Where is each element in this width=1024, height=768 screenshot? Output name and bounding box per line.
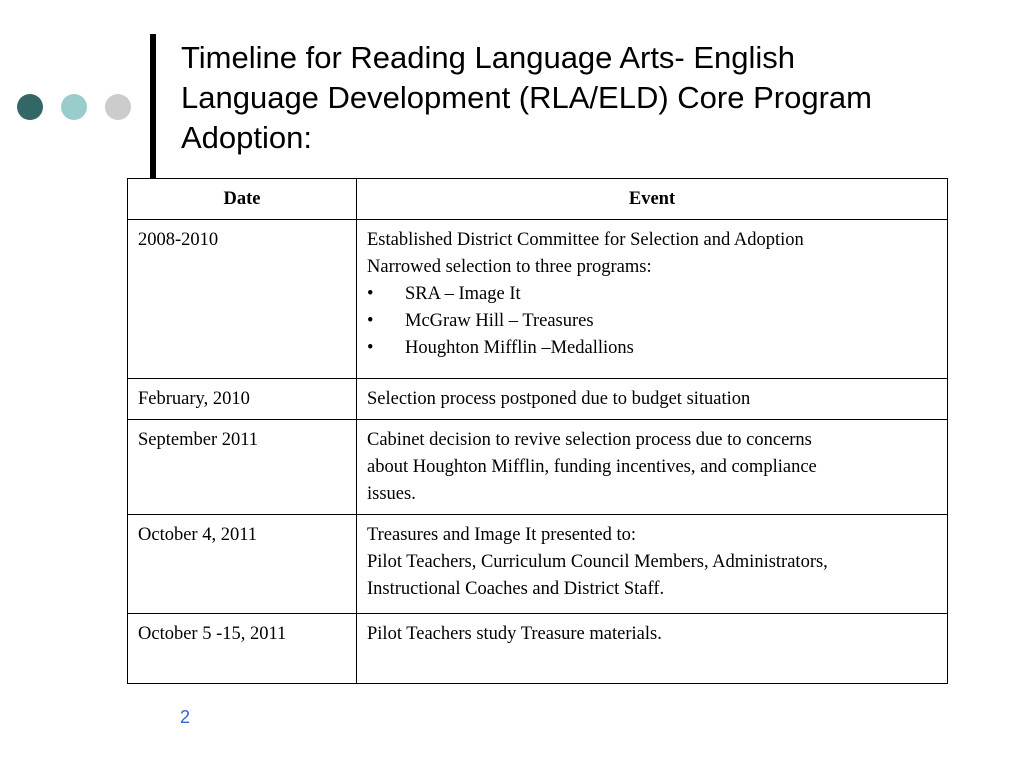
timeline-table [127, 178, 948, 684]
event-line: Narrowed selection to three programs: [367, 257, 652, 277]
event-line: Pilot Teachers study Treasure materials. [367, 624, 662, 644]
event-line: Instructional Coaches and District Staff. [367, 579, 665, 599]
event-line: Selection process postponed due to budget situation [367, 389, 751, 409]
program-list-item [367, 308, 937, 335]
light-teal-dot [61, 94, 87, 120]
program-name: SRA – Image It [405, 284, 521, 304]
date-cell: October 5 -15, 2011 [128, 614, 357, 684]
bullet-icon: • [367, 284, 374, 304]
dark-teal-dot [17, 94, 43, 120]
event-cell [357, 220, 948, 379]
title-line: Timeline for Reading Language Arts- English [181, 40, 796, 75]
date-cell: 2008-2010 [128, 220, 357, 379]
table-row [128, 220, 948, 379]
event-line: about Houghton Mifflin, funding incentives, and compliance [367, 457, 817, 477]
table-row [128, 614, 948, 684]
date-column-header: Date [128, 179, 357, 220]
program-name: McGraw Hill – Treasures [405, 311, 594, 331]
bullet-icon: • [367, 311, 374, 331]
event-line: Pilot Teachers, Curriculum Council Members, Administrators, [367, 552, 828, 572]
event-line: Cabinet decision to revive selection process due to concerns [367, 430, 812, 450]
title-accent-bar [150, 34, 156, 179]
date-cell: October 4, 2011 [128, 515, 357, 614]
date-cell: February, 2010 [128, 379, 357, 420]
bullet-icon: • [367, 338, 374, 358]
program-name: Houghton Mifflin –Medallions [405, 338, 634, 358]
event-column-header: Event [357, 179, 948, 220]
decorative-dots [17, 94, 132, 120]
event-cell [357, 379, 948, 420]
event-line: Treasures and Image It presented to: [367, 525, 637, 545]
title-line: Adoption: [181, 120, 312, 155]
slide-title [181, 38, 981, 158]
table-header-row [128, 179, 948, 220]
event-line: issues. [367, 484, 416, 504]
event-line: Established District Committee for Selection and Adoption [367, 230, 804, 250]
gray-dot [105, 94, 131, 120]
date-cell: September 2011 [128, 420, 357, 515]
event-cell [357, 614, 948, 684]
table-row [128, 379, 948, 420]
title-line: Language Development (RLA/ELD) Core Program [181, 80, 872, 115]
event-cell [357, 420, 948, 515]
page-number: 2 [180, 707, 191, 727]
program-list-item [367, 281, 937, 308]
table-row [128, 515, 948, 614]
event-cell [357, 515, 948, 614]
program-list-item [367, 335, 937, 362]
table-row [128, 420, 948, 515]
